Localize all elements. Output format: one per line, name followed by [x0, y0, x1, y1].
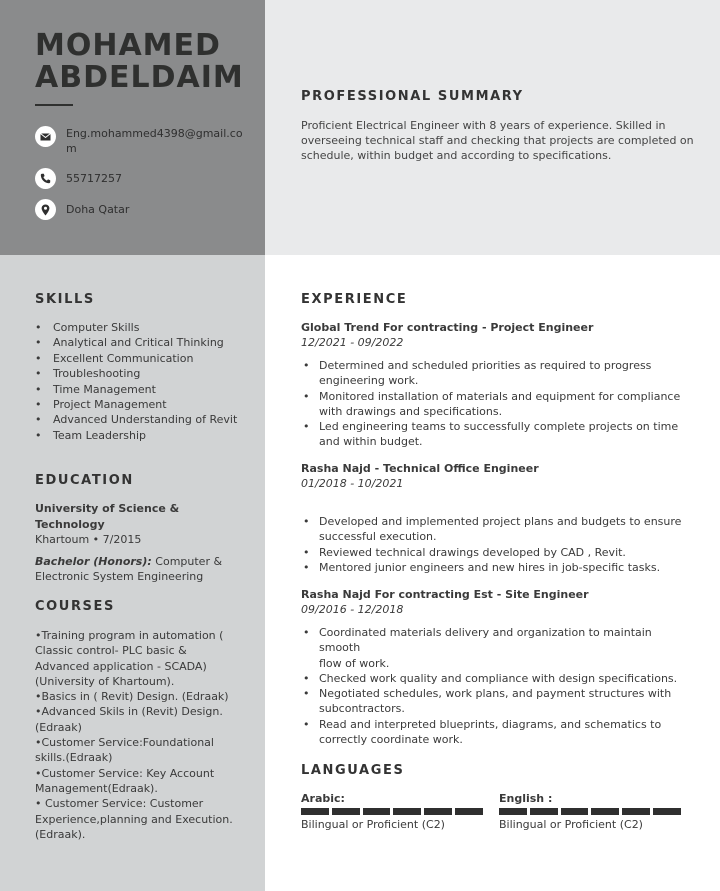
email-line-2: m	[66, 142, 77, 155]
experience-heading: EXPERIENCE	[301, 292, 408, 307]
education-school: University of Science & Technology	[35, 502, 180, 531]
education-location-date: Khartoum • 7/2015	[35, 533, 142, 546]
proficiency-segment	[499, 808, 527, 815]
proficiency-segment	[653, 808, 681, 815]
skill-item: • Troubleshooting	[35, 366, 237, 381]
contact-email	[35, 126, 243, 156]
education-entry	[35, 501, 245, 585]
language-name: English :	[499, 792, 553, 805]
proficiency-segment	[455, 808, 483, 815]
proficiency-segment	[622, 808, 650, 815]
job-bullet: • Monitored installation of materials and equipment for compliance with drawings and specifications.	[301, 389, 691, 420]
proficiency-segment	[332, 808, 360, 815]
language-name: Arabic:	[301, 792, 345, 805]
email-line-1: Eng.mohammed4398@gmail.co	[66, 127, 243, 140]
course-line: (University of Khartoum).	[35, 674, 175, 688]
name-divider	[35, 104, 73, 106]
job-bullet: • Reviewed technical drawings developed by CAD , Revit.	[301, 545, 691, 560]
course-line: •Basics in ( Revit) Design. (Edraak)	[35, 690, 229, 704]
phone-icon	[35, 168, 56, 189]
proficiency-segment	[591, 808, 619, 815]
contact-phone	[35, 168, 122, 189]
course-line: (Edraak)	[35, 720, 82, 734]
name-line-2: ABDELDAIM	[35, 60, 244, 95]
proficiency-segment	[424, 808, 452, 815]
skill-item: • Computer Skills	[35, 320, 237, 335]
courses-heading: COURSES	[35, 599, 115, 614]
job-bullets	[301, 358, 691, 450]
proficiency-segment	[363, 808, 391, 815]
proficiency-segment	[561, 808, 589, 815]
skill-item: • Team Leadership	[35, 428, 237, 443]
education-degree	[35, 554, 245, 570]
course-line: skills.(Edraak)	[35, 751, 113, 765]
phone-text[interactable]: 55717257	[66, 172, 122, 185]
proficiency-segment	[530, 808, 558, 815]
envelope-icon	[35, 126, 56, 147]
skill-item: • Advanced Understanding of Revit	[35, 412, 237, 427]
language-entry	[499, 792, 681, 832]
name-line-1: MOHAMED	[35, 28, 221, 63]
courses-list	[35, 628, 250, 842]
job-heading: Rasha Najd For contracting Est - Site Engineer	[301, 588, 589, 601]
location-text: Doha Qatar	[66, 203, 130, 216]
skills-list	[35, 320, 237, 443]
course-line: Classic control- PLC basic &	[35, 644, 187, 658]
course-line: •Training program in automation (	[35, 629, 224, 642]
summary-text	[301, 118, 701, 163]
job-dates: 09/2016 - 12/2018	[301, 603, 404, 616]
candidate-name	[35, 30, 244, 94]
language-proficiency-bar	[301, 808, 483, 815]
job-bullet: • Developed and implemented project plans and budgets to ensure successful execution.	[301, 514, 691, 545]
summary-line: schedule, within budget and according to specifications.	[301, 149, 612, 162]
degree-text: Computer &	[151, 554, 223, 568]
course-line: •Customer Service:Foundational	[35, 736, 214, 750]
job-heading: Global Trend For contracting - Project Engineer	[301, 321, 594, 334]
language-proficiency-bar	[499, 808, 681, 815]
job-dates: 01/2018 - 10/2021	[301, 477, 404, 490]
contact-location	[35, 199, 129, 220]
job-entry	[301, 461, 691, 575]
language-level: Bilingual or Proficient (C2)	[499, 818, 643, 831]
job-bullet: • Checked work quality and compliance with design specifications.	[301, 671, 691, 686]
skill-item: • Project Management	[35, 397, 237, 412]
job-bullet: • Led engineering teams to successfully complete projects on time and within budget.	[301, 419, 691, 450]
proficiency-segment	[393, 808, 421, 815]
summary-heading: PROFESSIONAL SUMMARY	[301, 89, 524, 104]
skill-item: • Time Management	[35, 382, 237, 397]
course-line: • Customer Service: Customer	[35, 797, 204, 811]
job-bullets	[301, 625, 691, 747]
email-text[interactable]	[66, 126, 243, 156]
language-level: Bilingual or Proficient (C2)	[301, 818, 445, 831]
summary-line: Proficient Electrical Engineer with 8 years of experience. Skilled in	[301, 119, 666, 132]
job-bullet: • Read and interpreted blueprints, diagrams, and schematics to correctly coordinate work.	[301, 717, 691, 748]
course-line: •Advanced Skils in (Revit) Design.	[35, 705, 223, 719]
job-bullet: • Determined and scheduled priorities as required to progress engineering work.	[301, 358, 691, 389]
job-heading: Rasha Najd - Technical Office Engineer	[301, 462, 539, 475]
skill-item: • Excellent Communication	[35, 351, 237, 366]
languages-heading: LANGUAGES	[301, 763, 405, 778]
course-line: Advanced application - SCADA)	[35, 659, 207, 673]
skills-heading: SKILLS	[35, 292, 95, 307]
job-bullets	[301, 514, 691, 575]
course-line: •Customer Service: Key Account	[35, 766, 215, 780]
degree-label: Bachelor (Honors):	[35, 554, 152, 568]
skill-item: • Analytical and Critical Thinking	[35, 335, 237, 350]
summary-line: overseeing technical staff and checking that projects are completed on	[301, 134, 694, 147]
job-dates: 12/2021 - 09/2022	[301, 336, 404, 349]
job-bullet: • Mentored junior engineers and new hires in job-specific tasks.	[301, 560, 691, 575]
course-line: (Edraak).	[35, 827, 86, 841]
job-bullet: • Coordinated materials delivery and organization to maintain smooth flow of work.	[301, 625, 691, 671]
job-entry	[301, 320, 691, 450]
job-bullet: • Negotiated schedules, work plans, and payment structures with subcontractors.	[301, 686, 691, 717]
job-entry	[301, 587, 691, 747]
proficiency-segment	[301, 808, 329, 815]
course-line: Experience,planning and Execution.	[35, 812, 233, 826]
course-line: Management(Edraak).	[35, 781, 158, 795]
education-heading: EDUCATION	[35, 473, 134, 488]
degree-text-line-2: Electronic System Engineering	[35, 570, 204, 583]
language-entry	[301, 792, 483, 832]
location-pin-icon	[35, 199, 56, 220]
